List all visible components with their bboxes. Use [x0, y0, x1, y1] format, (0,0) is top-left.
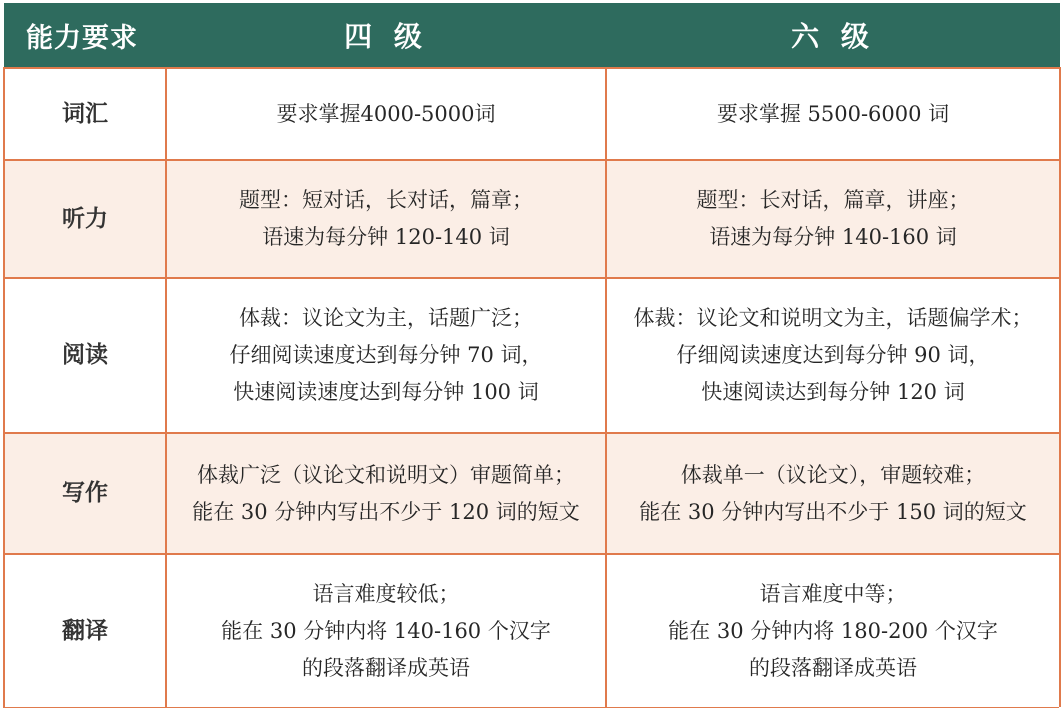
cell-line: 语言难度较低；: [312, 581, 460, 606]
cell-line: 体裁单一（议论文），审题较难；: [680, 462, 986, 487]
cet4-cell: [166, 160, 606, 278]
header-row: [4, 3, 1060, 68]
cell-line: 语言难度中等；: [759, 581, 907, 606]
table-row: [4, 278, 1060, 433]
cell-line: 的段落翻译成英语: [749, 655, 917, 680]
table-row: [4, 433, 1060, 554]
cet4-cell: [166, 433, 606, 554]
cell-line: 题型：短对话，长对话，篇章；: [239, 188, 533, 212]
cell-line: 体裁：议论文为主，话题广泛；: [239, 306, 533, 330]
row-category: 写作: [4, 433, 166, 554]
header-cet6: 六 级: [606, 3, 1060, 68]
cell-line: 语速为每分钟 120-140 词: [262, 225, 510, 249]
row-category: 翻译: [4, 554, 166, 707]
cell-line: 要求掌握 5500-6000 词: [716, 101, 950, 126]
table-row: [4, 554, 1060, 707]
cell-line: 快速阅读达到每分钟 120 词: [701, 380, 965, 404]
cet-comparison-table: [3, 3, 1061, 707]
header-cet4: 四 级: [166, 3, 606, 68]
cet6-cell: [606, 278, 1060, 433]
comparison-table-container: [3, 3, 1059, 708]
cell-line: 能在 30 分钟内写出不少于 150 词的短文: [639, 499, 1027, 524]
table-row: [4, 68, 1060, 160]
row-category: 听力: [4, 160, 166, 278]
cet6-cell: [606, 160, 1060, 278]
cell-line: 题型：长对话，篇章，讲座；: [696, 188, 970, 212]
cet6-cell: [606, 433, 1060, 554]
cell-line: 的段落翻译成英语: [302, 655, 470, 680]
cell-line: 语速为每分钟 140-160 词: [709, 225, 957, 249]
cell-line: 能在 30 分钟内将 140-160 个汉字: [221, 618, 551, 643]
cet4-cell: [166, 68, 606, 160]
cell-line: 体裁：议论文和说明文为主，话题偏学术；: [633, 306, 1033, 330]
cell-line: 能在 30 分钟内写出不少于 120 词的短文: [192, 499, 580, 524]
cell-line: 仔细阅读速度达到每分钟 90 词，: [676, 343, 990, 367]
cell-line: 快速阅读速度达到每分钟 100 词: [233, 380, 539, 404]
table-row: [4, 160, 1060, 278]
cell-line: 要求掌握4000-5000词: [276, 101, 496, 126]
cet4-cell: [166, 278, 606, 433]
row-category: 阅读: [4, 278, 166, 433]
header-ability: 能力要求: [4, 3, 166, 68]
cell-line: 仔细阅读速度达到每分钟 70 词，: [229, 343, 543, 367]
row-category: 词汇: [4, 68, 166, 160]
cet6-cell: [606, 554, 1060, 707]
cell-line: 能在 30 分钟内将 180-200 个汉字: [668, 618, 998, 643]
cet4-cell: [166, 554, 606, 707]
cet6-cell: [606, 68, 1060, 160]
cell-line: 体裁广泛（议论文和说明文）审题简单；: [197, 462, 575, 487]
